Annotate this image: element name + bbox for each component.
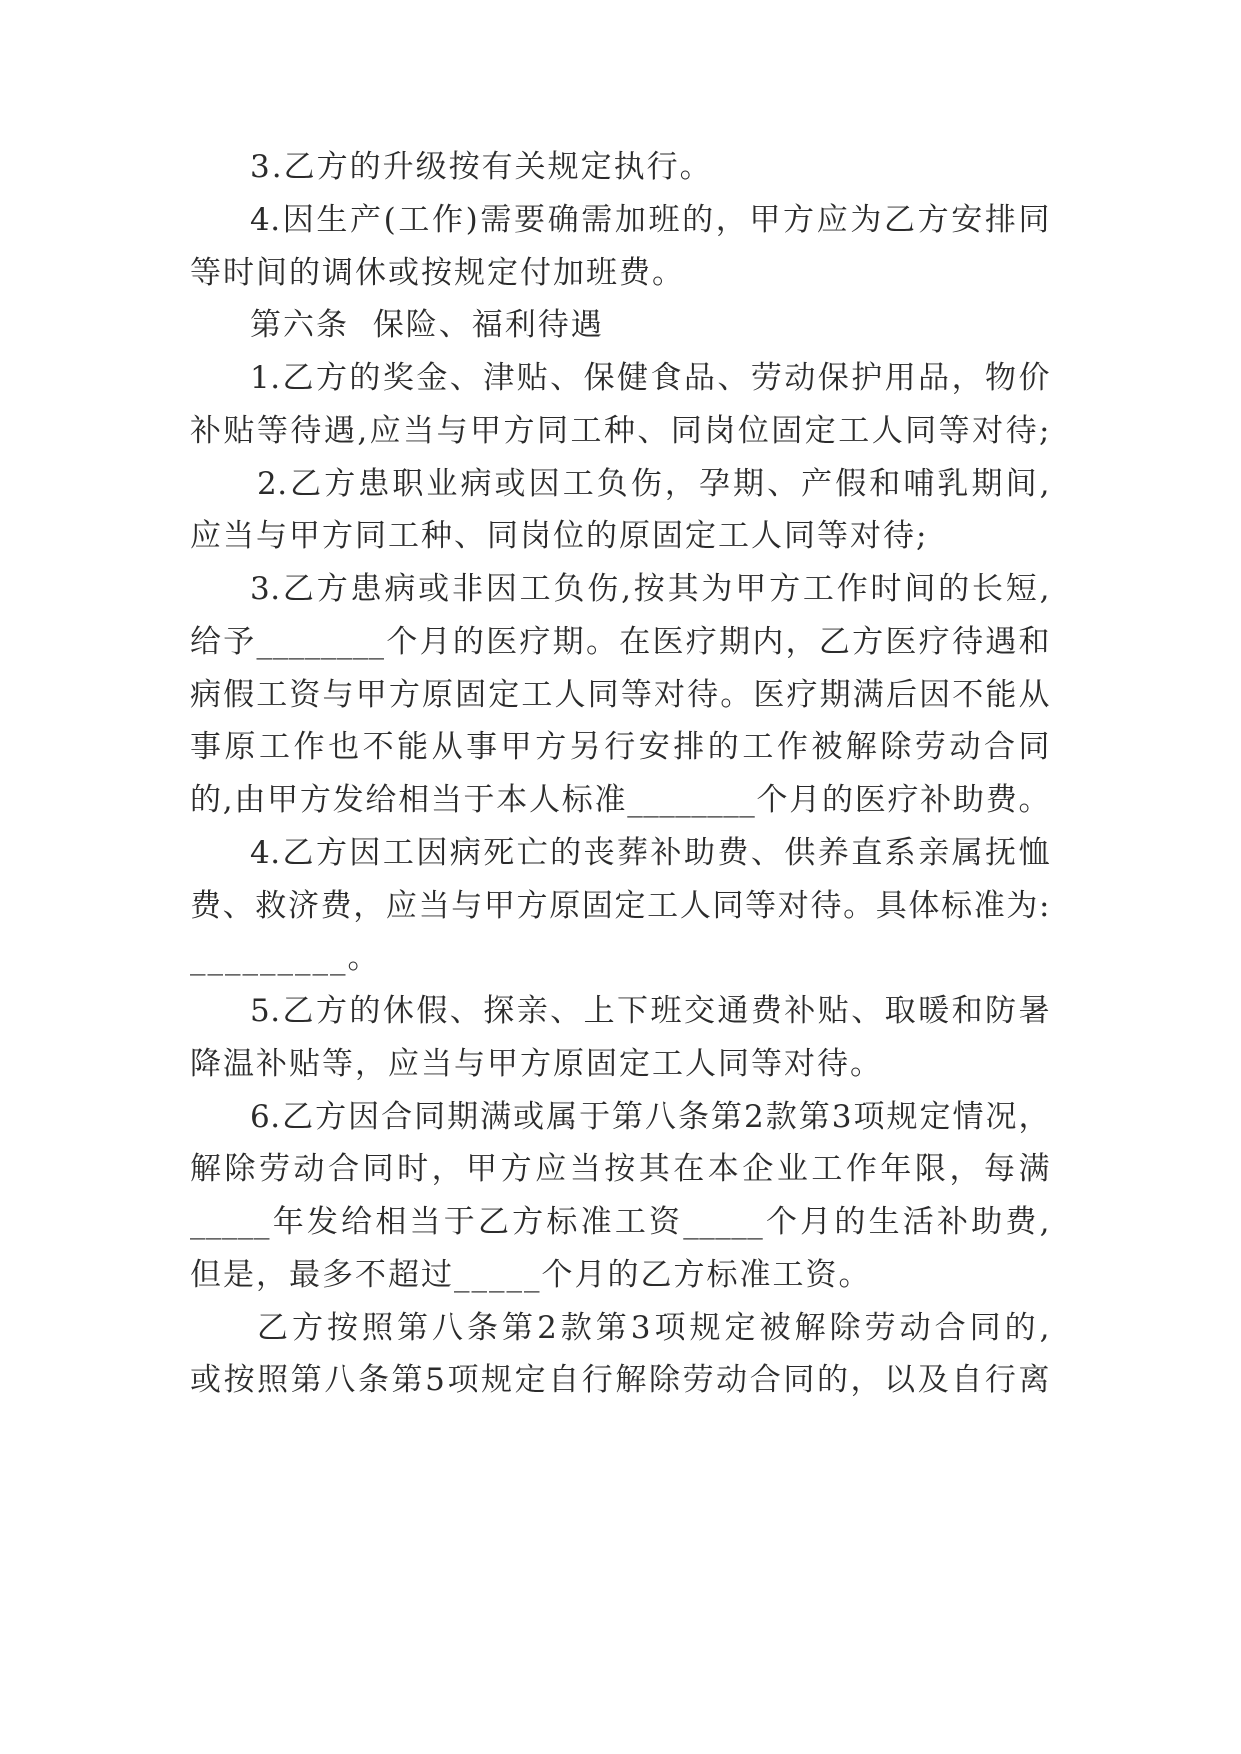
clause-line-reassignment: 事原工作也不能从事甲方另行安排的工作被解除劳动合同: [190, 729, 1050, 765]
clause-line-upgrade: 3.乙方的升级按有关规定执行。: [250, 149, 713, 185]
clause-line-termination-years: 解除劳动合同时，甲方应当按其在本企业工作年限，每满: [190, 1151, 1050, 1187]
clause-line-self-termination: 或按照第八条第5项规定自行解除劳动合同的，以及自行离: [190, 1362, 1050, 1398]
clause-line-illness: 3.乙方患病或非因工负伤,按其为甲方工作时间的长短,: [250, 571, 1050, 607]
clause-line-occupational-disease-cont: 应当与甲方同工种、同岗位的原固定工人同等对待;: [190, 518, 929, 554]
clause-line-medical-subsidy: 的,由甲方发给相当于本人标准________个月的医疗补助费。: [190, 782, 1050, 818]
clause-line-overtime: 4.因生产(工作)需要确需加班的，甲方应为乙方安排同: [250, 202, 1050, 238]
clause-line-occupational-disease: 2.乙方患职业病或因工负伤，孕期、产假和哺乳期间,: [257, 466, 1050, 502]
section-heading-insurance-welfare: 第六条 保险、福利待遇: [250, 307, 604, 343]
clause-line-medical-period: 给予________个月的医疗期。在医疗期内，乙方医疗待遇和: [190, 624, 1050, 660]
clause-line-death-benefit: 4.乙方因工因病死亡的丧葬补助费、供养直系亲属抚恤: [250, 835, 1050, 871]
clause-line-leave: 5.乙方的休假、探亲、上下班交通费补贴、取暖和防暑: [250, 993, 1050, 1029]
clause-line-sick-pay: 病假工资与甲方原固定工人同等对待。医疗期满后因不能从: [190, 677, 1050, 713]
clause-line-contract-expiry: 6.乙方因合同期满或属于第八条第2款第3项规定情况，: [250, 1099, 1050, 1135]
clause-line-standard-blank: _________。: [190, 940, 381, 976]
clause-line-max-wage: 但是，最多不超过_____个月的乙方标准工资。: [190, 1257, 872, 1293]
clause-line-bonus: 1.乙方的奖金、津贴、保健食品、劳动保护用品，物价: [250, 360, 1050, 396]
clause-line-overtime-cont: 等时间的调休或按规定付加班费。: [190, 255, 685, 291]
clause-line-death-benefit-cont: 费、救济费，应当与甲方原固定工人同等对待。具体标准为:: [190, 888, 1050, 924]
clause-line-living-subsidy: _____年发给相当于乙方标准工资_____个月的生活补助费,: [190, 1204, 1050, 1240]
clause-line-bonus-cont: 补贴等待遇,应当与甲方同工种、同岗位固定工人同等对待;: [190, 413, 1050, 449]
clause-line-termination-rule: 乙方按照第八条第2款第3项规定被解除劳动合同的,: [257, 1310, 1050, 1346]
clause-line-leave-cont: 降温补贴等，应当与甲方原固定工人同等对待。: [190, 1046, 883, 1082]
